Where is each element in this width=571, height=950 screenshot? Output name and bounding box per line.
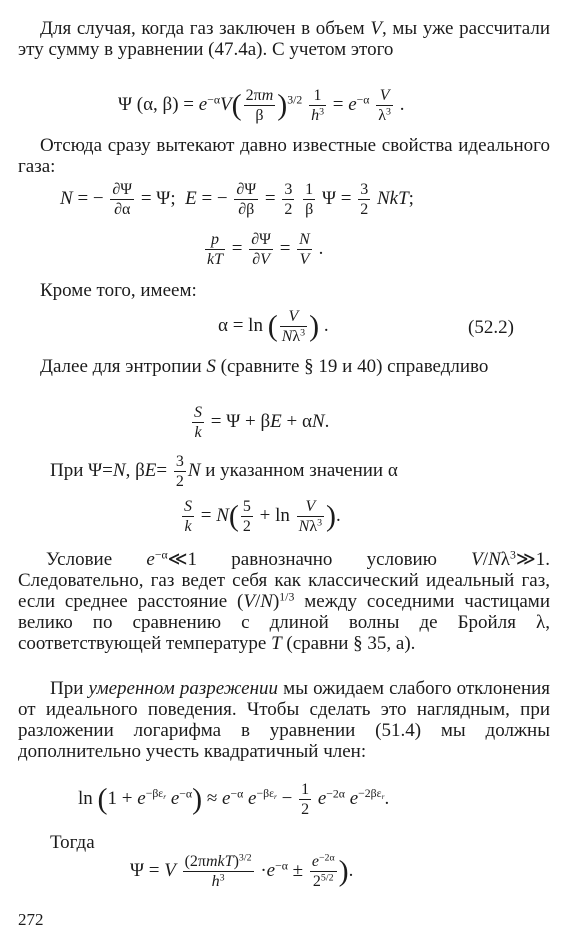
paragraph-2: Отсюда сразу вытекают давно известные свойства идеального газа: bbox=[18, 135, 550, 177]
paragraph-5: При Ψ=N, βE= $\frac{3}{2}$ N и указанном значении α bbox=[50, 453, 398, 490]
equation-entropy: $\frac{S}{k}$ = Ψ + βE + αN. bbox=[194, 404, 330, 441]
paragraph-8: Тогда bbox=[50, 832, 95, 853]
equation-n-e: N = − $\frac{\partial\Psi}{\partial\alpha}$ = Ψ; E = − $\frac{\partial\Psi}{\partial\beta}$ = $\frac{3}{2}$ $\frac{1}{\beta}$ Ψ = $\frac{3}{2}$ NkT; bbox=[60, 181, 414, 218]
equation-alpha: α = ln ( $\frac{V}{N\lambda^3}$ ) . bbox=[218, 308, 329, 345]
equation-number: (52.2) bbox=[468, 317, 514, 338]
paragraph-3: Кроме того, имеем: bbox=[40, 280, 197, 301]
paragraph-4: Далее для энтропии S (сравните § 19 и 40) справедливо bbox=[40, 356, 489, 377]
equation-pressure: $\frac{p}{kT}$ = $\frac{\partial\Psi}{\partial V}$ = $\frac{N}{V}$ . bbox=[207, 231, 324, 268]
paragraph-1: Для случая, когда газ заключен в объем V, мы уже рассчитали эту сумму в уравнении (47.4а). С учетом этого bbox=[18, 18, 550, 60]
page-number: 272 bbox=[18, 910, 44, 929]
equation-psi-result: Ψ = V $\frac{(2\pi mkT)^{3/2}}{h^3}$ $\cdot e^{-\alpha}$ ± $\frac{e^{-2\alpha}}{2^{5/2}}$ ). bbox=[130, 852, 354, 890]
equation-log-expansion: $\ln (1 + e^{-\beta\varepsilon_r}$ $e^{-\alpha}) \approx e^{-\alpha}$ $e^{-\beta\varepsilon_r}$ − $\frac{1}{2}$ $e^{-2\alpha}$ $e^{-2\beta\varepsilon_r}$. bbox=[78, 781, 390, 818]
equation-entropy-result: $\frac{S}{k}$ = N( $\frac{5}{2}$ + ln $\frac{V}{N\lambda^3}$ ). bbox=[184, 498, 341, 535]
paragraph-6: Условие $e^{-\alpha}≪1$ равнозначно условию $V/N\lambda^3≫1$. Следовательно, газ ведет себя как классический идеальный газ, если среднее расстояние $(V/N)^{1/3}$ между соседними частицами велико по сравнению с длиной волны де Бройля λ, соответствующей температуре T (сравни § 35, а). bbox=[18, 548, 550, 654]
equation-psi-alpha-beta: Ψ (α, $\beta) = e^{-\alpha}V$( $\frac{2\pi m}{\beta}$ )$^{3/2}$ $\frac{1}{h^3}$ = $e^{-\alpha}$ $\frac{V}{\lambda^3}$ . bbox=[118, 87, 405, 124]
paragraph-7: При умеренном разрежении мы ожидаем слабого отклонения от идеального поведения. Чтобы сделать это наглядным, при разложении логарифма в уравнении (51.4) мы должны дополнительно учесть квадратичный член: bbox=[18, 678, 551, 762]
